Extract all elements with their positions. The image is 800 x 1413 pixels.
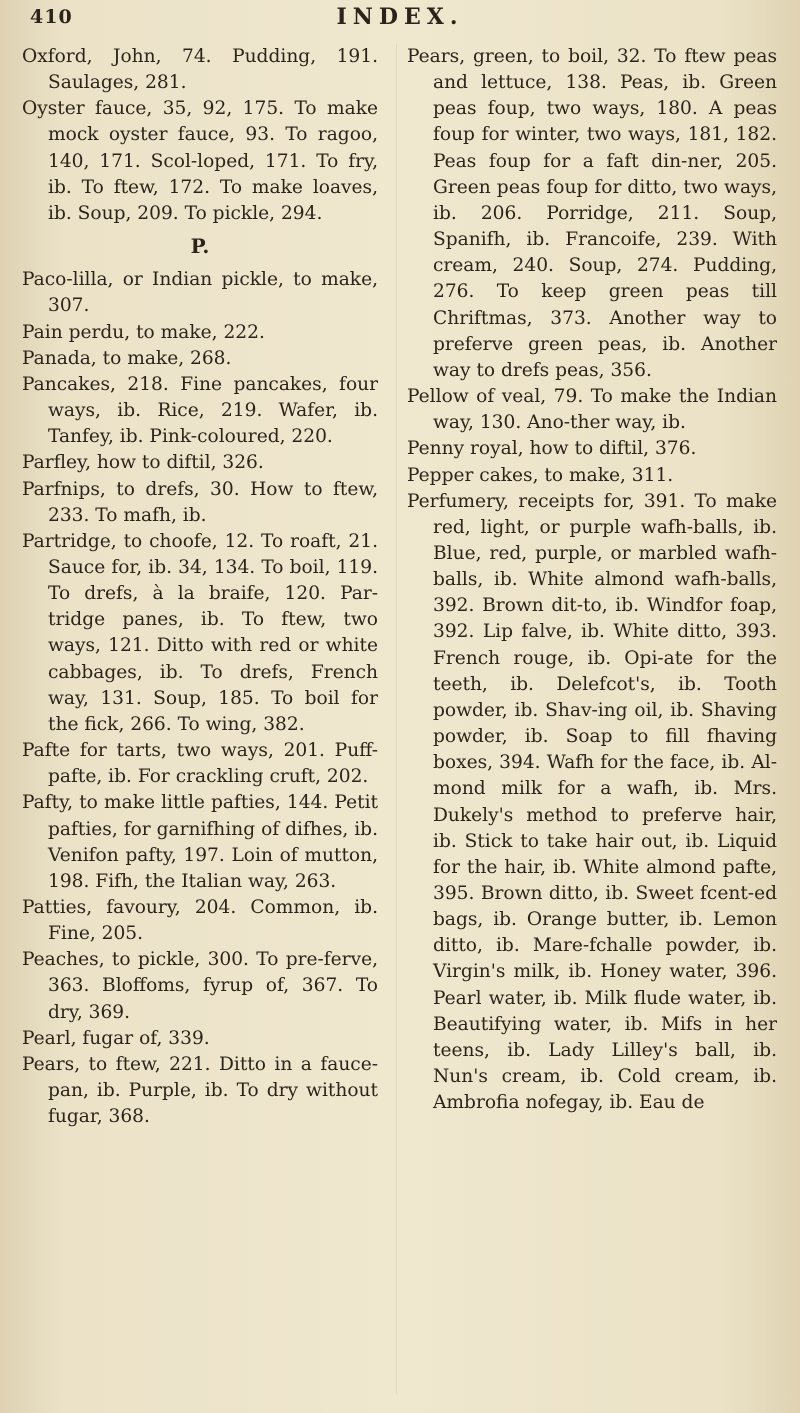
index-entry: Paco-lilla, or Indian pickle, to make, 307. [22, 269, 378, 317]
index-entry: Pafte for tarts, two ways, 201. Puff-pafte, ib. For crackling cruft, 202. [22, 740, 378, 788]
page-header [0, 0, 800, 40]
section-letter: P. [190, 234, 210, 259]
left-column [22, 44, 378, 1130]
index-entry: Peaches, to pickle, 300. To pre-ferve, 363. Bloffoms, fyrup of, 367. To dry, 369. [22, 949, 378, 1023]
index-entry: Pancakes, 218. Fine pancakes, four ways, ib. Rice, 219. Wafer, ib. Tanfey, ib. Pink-coloured, 220. [22, 373, 378, 448]
index-entry: Oxford, John, 74. Pudding, 191. Saulages, 281. [22, 46, 378, 94]
index-entry: Parfnips, to drefs, 30. How to ftew, 233. To mafh, ib. [22, 478, 378, 526]
index-entry: Parfley, how to diftil, 326. [22, 452, 264, 474]
index-entry: Penny royal, how to diftil, 376. [407, 438, 697, 460]
index-entry: Pears, green, to boil, 32. To ftew peas and lettuce, 138. Peas, ib. Green peas foup, two ways, 180. A peas foup for winter, two ways, 181, 182. Peas foup for a faft din-ner, 205. Green peas foup for ditto, two ways, ib. 206. Porridge, 211. Soup, Spanifh, ib. Francoife, 239. With cream, 240. Soup, 274. Pudding, 276. To keep green peas till Chriftmas, 373. Another way to preferve green peas, ib. Another way to drefs peas, 356. [407, 46, 777, 381]
index-entry: Perfumery, receipts for, 391. To make red, light, or purple wafh-balls, ib. Blue, red, purple, or marbled wafh-balls, ib. White almond wafh-balls, 392. Brown dit-to, ib. Windfor foap, 392. Lip falve, ib. White ditto, 393. French rouge, ib. Opi-ate for the teeth, ib. Delefcot's, ib. Tooth powder, ib. Shav-ing oil, ib. Shaving powder, ib. Soap to fill fhaving boxes, 394. Wafh for the face, ib. Al-mond milk for a wafh, ib. Mrs. Dukely's method to preferve hair, ib. Stick to take hair out, ib. Liquid for the hair, ib. White almond pafte, 395. Brown ditto, ib. Sweet fcent-ed bags, ib. Orange butter, ib. Lemon ditto, ib. Mare-fchalle powder, ib. Virgin's milk, ib. Honey water, 396. Pearl water, ib. Milk flude water, ib. Beautifying water, ib. Mifs in her teens, ib. Lady Lilley's ball, ib. Nun's cream, ib. Cold cream, ib. Ambrofia nofegay, ib. Eau de [407, 490, 777, 1114]
index-entry: Patties, favoury, 204. Common, ib. Fine, 205. [22, 897, 378, 945]
index-entry: Partridge, to choofe, 12. To roaft, 21. Sauce for, ib. 34, 134. To boil, 119. To drefs, à la braife, 120. Par-tridge panes, ib. To ftew, two ways, 121. Ditto with red or white cabbages, ib. To drefs, French way, 131. Soup, 185. To boil for the fick, 266. To wing, 382. [22, 530, 378, 735]
index-entry: Pepper cakes, to make, 311. [407, 464, 674, 486]
index-entry: Pain perdu, to make, 222. [22, 321, 265, 343]
column-divider [396, 44, 397, 1394]
index-entry: Pafty, to make little pafties, 144. Petit pafties, for garnifhing of difhes, ib. Venifon pafty, 197. Loin of mutton, 198. Fifh, the Italian way, 263. [22, 792, 378, 892]
right-column [407, 44, 777, 1116]
page-number: 410 [30, 6, 73, 28]
index-entry: Pears, to ftew, 221. Ditto in a fauce-pan, ib. Purple, ib. To dry without fugar, 368. [22, 1053, 378, 1128]
index-entry: Oyster fauce, 35, 92, 175. To make mock oyster fauce, 93. To ragoo, 140, 171. Scol-loped, 171. To fry, ib. To ftew, 172. To make loaves, ib. Soup, 209. To pickle, 294. [22, 98, 378, 224]
index-entry: Pellow of veal, 79. To make the Indian way, 130. Ano-ther way, ib. [407, 386, 777, 434]
index-entry: Panada, to make, 268. [22, 347, 232, 369]
index-entry: Pearl, fugar of, 339. [22, 1027, 210, 1049]
running-head: INDEX. [336, 4, 464, 30]
